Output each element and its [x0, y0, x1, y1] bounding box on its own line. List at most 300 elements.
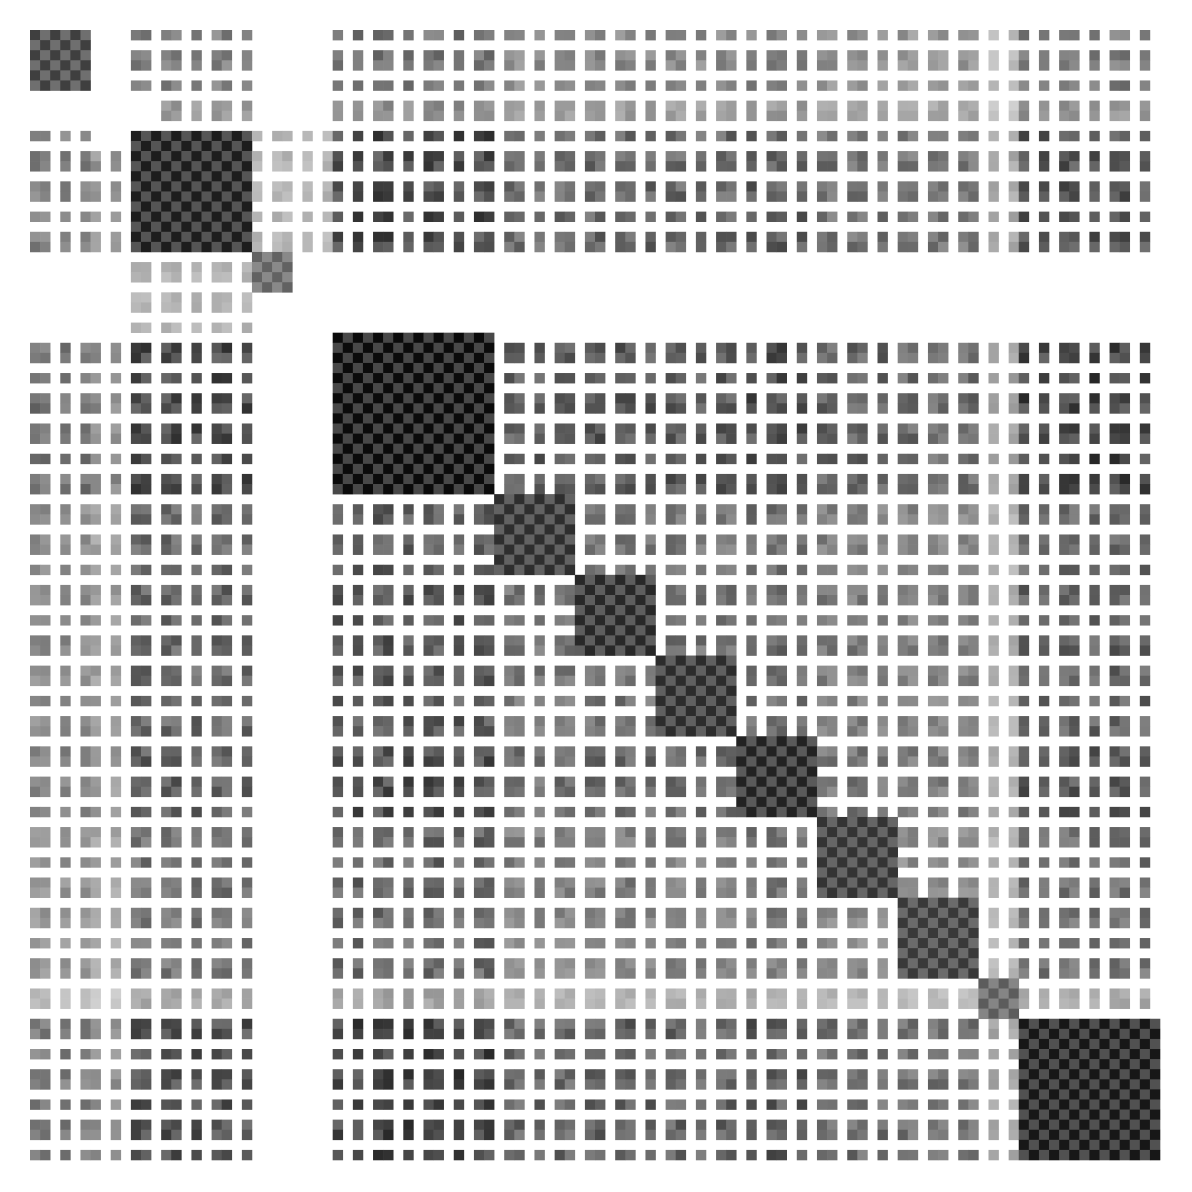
heatmap-cell	[696, 1049, 706, 1059]
heatmap-cell	[403, 111, 413, 121]
heatmap-cell	[383, 454, 393, 464]
heatmap-cell	[1089, 756, 1099, 766]
heatmap-cell	[141, 212, 151, 222]
heatmap-cell	[1140, 857, 1150, 867]
heatmap-cell	[1009, 938, 1019, 948]
heatmap-cell	[676, 353, 686, 363]
heatmap-cell	[212, 222, 222, 232]
heatmap-cell	[171, 423, 181, 433]
heatmap-cell	[726, 30, 736, 40]
heatmap-cell	[1120, 343, 1130, 353]
heatmap-cell	[575, 585, 585, 595]
heatmap-cell	[423, 666, 433, 676]
heatmap-cell	[161, 212, 171, 222]
heatmap-cell	[545, 504, 555, 514]
heatmap-cell	[928, 212, 938, 222]
heatmap-cell	[1059, 60, 1069, 70]
heatmap-cell	[827, 545, 837, 555]
heatmap-cell	[131, 585, 141, 595]
heatmap-cell	[111, 585, 121, 595]
heatmap-cell	[393, 484, 403, 494]
heatmap-cell	[615, 777, 625, 787]
heatmap-cell	[746, 232, 756, 242]
heatmap-cell	[615, 666, 625, 676]
heatmap-cell	[1089, 514, 1099, 524]
heatmap-cell	[615, 999, 625, 1009]
heatmap-cell	[131, 807, 141, 817]
heatmap-cell	[383, 232, 393, 242]
heatmap-cell	[171, 484, 181, 494]
heatmap-cell	[595, 80, 605, 90]
heatmap-cell	[161, 504, 171, 514]
heatmap-cell	[615, 534, 625, 544]
heatmap-cell	[676, 181, 686, 191]
heatmap-cell	[91, 232, 101, 242]
heatmap-cell	[878, 696, 888, 706]
heatmap-cell	[403, 80, 413, 90]
heatmap-cell	[373, 393, 383, 403]
heatmap-cell	[353, 343, 363, 353]
heatmap-cell	[777, 635, 787, 645]
heatmap-cell	[60, 353, 70, 363]
heatmap-cell	[1140, 595, 1150, 605]
heatmap-cell	[756, 777, 766, 787]
heatmap-cell	[423, 353, 433, 363]
heatmap-cell	[716, 101, 726, 111]
heatmap-cell	[615, 131, 625, 141]
heatmap-cell	[565, 1069, 575, 1079]
heatmap-cell	[171, 1150, 181, 1160]
heatmap-cell	[908, 545, 918, 555]
heatmap-cell	[857, 353, 867, 363]
heatmap-cell	[555, 343, 565, 353]
heatmap-cell	[191, 242, 201, 252]
heatmap-cell	[767, 615, 777, 625]
heatmap-cell	[928, 504, 938, 514]
heatmap-cell	[141, 141, 151, 151]
heatmap-cell	[534, 151, 544, 161]
heatmap-cell	[1039, 908, 1049, 918]
heatmap-cell	[413, 353, 423, 363]
heatmap-cell	[1039, 1029, 1049, 1039]
heatmap-cell	[494, 494, 504, 504]
heatmap-cell	[1140, 635, 1150, 645]
heatmap-cell	[131, 746, 141, 756]
heatmap-cell	[938, 645, 948, 655]
heatmap-cell	[232, 222, 242, 232]
heatmap-cell	[676, 716, 686, 726]
heatmap-cell	[716, 878, 726, 888]
heatmap-cell	[1039, 60, 1049, 70]
heatmap-cell	[30, 50, 40, 60]
heatmap-cell	[60, 1049, 70, 1059]
heatmap-cell	[484, 1079, 494, 1089]
heatmap-cell	[191, 787, 201, 797]
heatmap-cell	[161, 151, 171, 161]
heatmap-cell	[474, 212, 484, 222]
heatmap-cell	[262, 272, 272, 282]
heatmap-cell	[938, 242, 948, 252]
heatmap-cell	[857, 1099, 867, 1109]
heatmap-cell	[726, 534, 736, 544]
heatmap-cell	[423, 464, 433, 474]
heatmap-cell	[504, 555, 514, 565]
heatmap-cell	[343, 423, 353, 433]
heatmap-cell	[1110, 373, 1120, 383]
heatmap-cell	[403, 696, 413, 706]
heatmap-cell	[1019, 988, 1029, 998]
heatmap-cell	[767, 918, 777, 928]
heatmap-cell	[282, 282, 292, 292]
heatmap-cell	[1059, 1089, 1069, 1099]
heatmap-cell	[847, 666, 857, 676]
heatmap-cell	[171, 787, 181, 797]
heatmap-cell	[373, 837, 383, 847]
heatmap-cell	[40, 565, 50, 575]
heatmap-cell	[666, 1029, 676, 1039]
heatmap-cell	[817, 827, 827, 837]
heatmap-cell	[171, 1029, 181, 1039]
heatmap-cell	[968, 878, 978, 888]
heatmap-cell	[565, 857, 575, 867]
heatmap-cell	[141, 726, 151, 736]
heatmap-cell	[555, 918, 565, 928]
heatmap-cell	[80, 212, 90, 222]
heatmap-cell	[423, 908, 433, 918]
heatmap-cell	[696, 534, 706, 544]
heatmap-cell	[403, 807, 413, 817]
heatmap-cell	[666, 1079, 676, 1089]
heatmap-cell	[625, 756, 635, 766]
heatmap-cell	[1049, 1110, 1059, 1120]
heatmap-cell	[80, 968, 90, 978]
heatmap-cell	[676, 696, 686, 706]
heatmap-cell	[60, 60, 70, 70]
heatmap-cell	[817, 353, 827, 363]
heatmap-cell	[30, 423, 40, 433]
heatmap-cell	[908, 50, 918, 60]
heatmap-cell	[30, 908, 40, 918]
heatmap-cell	[141, 1150, 151, 1160]
heatmap-cell	[1059, 1110, 1069, 1120]
heatmap-cell	[1069, 938, 1079, 948]
heatmap-cell	[353, 212, 363, 222]
heatmap-cell	[1140, 908, 1150, 918]
heatmap-cell	[212, 423, 222, 433]
heatmap-cell	[302, 212, 312, 222]
heatmap-cell	[595, 615, 605, 625]
heatmap-cell	[40, 1130, 50, 1140]
heatmap-cell	[1110, 1099, 1120, 1109]
heatmap-cell	[383, 878, 393, 888]
heatmap-cell	[565, 888, 575, 898]
heatmap-cell	[898, 615, 908, 625]
heatmap-cell	[878, 888, 888, 898]
heatmap-cell	[1069, 504, 1079, 514]
heatmap-cell	[1140, 888, 1150, 898]
heatmap-cell	[625, 111, 635, 121]
heatmap-cell	[726, 393, 736, 403]
heatmap-cell	[565, 787, 575, 797]
heatmap-cell	[817, 1079, 827, 1089]
heatmap-cell	[191, 999, 201, 1009]
heatmap-cell	[1140, 615, 1150, 625]
heatmap-cell	[434, 534, 444, 544]
heatmap-cell	[1140, 1059, 1150, 1069]
heatmap-cell	[726, 545, 736, 555]
heatmap-cell	[857, 827, 867, 837]
heatmap-cell	[625, 373, 635, 383]
heatmap-cell	[716, 504, 726, 514]
heatmap-cell	[565, 1150, 575, 1160]
heatmap-cell	[958, 504, 968, 514]
heatmap-cell	[968, 958, 978, 968]
heatmap-cell	[222, 938, 232, 948]
heatmap-cell	[504, 1130, 514, 1140]
heatmap-cell	[423, 827, 433, 837]
heatmap-cell	[212, 676, 222, 686]
heatmap-cell	[1069, 908, 1079, 918]
heatmap-cell	[1089, 968, 1099, 978]
heatmap-cell	[40, 454, 50, 464]
heatmap-cell	[696, 181, 706, 191]
heatmap-cell	[141, 777, 151, 787]
heatmap-cell	[514, 101, 524, 111]
heatmap-cell	[1120, 212, 1130, 222]
heatmap-cell	[60, 151, 70, 161]
heatmap-cell	[898, 373, 908, 383]
heatmap-cell	[666, 212, 676, 222]
heatmap-cell	[988, 666, 998, 676]
heatmap-cell	[1110, 716, 1120, 726]
heatmap-cell	[726, 908, 736, 918]
heatmap-cell	[726, 878, 736, 888]
heatmap-cell	[908, 746, 918, 756]
heatmap-cell	[595, 605, 605, 615]
heatmap-cell	[777, 484, 787, 494]
heatmap-cell	[141, 1069, 151, 1079]
heatmap-cell	[403, 635, 413, 645]
heatmap-cell	[908, 948, 918, 958]
heatmap-cell	[212, 807, 222, 817]
heatmap-cell	[111, 1150, 121, 1160]
heatmap-cell	[878, 988, 888, 998]
heatmap-cell	[595, 918, 605, 928]
heatmap-cell	[434, 444, 444, 454]
heatmap-cell	[968, 1150, 978, 1160]
heatmap-cell	[423, 857, 433, 867]
heatmap-cell	[1039, 423, 1049, 433]
heatmap-cell	[91, 534, 101, 544]
heatmap-cell	[676, 565, 686, 575]
heatmap-cell	[615, 1130, 625, 1140]
heatmap-cell	[1059, 585, 1069, 595]
heatmap-cell	[504, 101, 514, 111]
heatmap-cell	[978, 1009, 988, 1019]
heatmap-cell	[1110, 666, 1120, 676]
heatmap-cell	[666, 504, 676, 514]
heatmap-cell	[1019, 212, 1029, 222]
heatmap-cell	[645, 938, 655, 948]
heatmap-cell	[1130, 1110, 1140, 1120]
heatmap-cell	[817, 50, 827, 60]
heatmap-cell	[494, 514, 504, 524]
heatmap-cell	[666, 756, 676, 766]
heatmap-cell	[333, 676, 343, 686]
heatmap-cell	[111, 393, 121, 403]
heatmap-cell	[595, 888, 605, 898]
heatmap-cell	[625, 837, 635, 847]
heatmap-cell	[1089, 373, 1099, 383]
heatmap-cell	[1059, 1140, 1069, 1150]
heatmap-cell	[91, 1130, 101, 1140]
heatmap-cell	[171, 595, 181, 605]
heatmap-cell	[484, 363, 494, 373]
heatmap-cell	[141, 585, 151, 595]
heatmap-cell	[988, 534, 998, 544]
heatmap-cell	[161, 1079, 171, 1089]
heatmap-cell	[645, 484, 655, 494]
heatmap-cell	[191, 171, 201, 181]
heatmap-cell	[615, 585, 625, 595]
heatmap-cell	[958, 928, 968, 938]
heatmap-cell	[1019, 30, 1029, 40]
heatmap-cell	[968, 423, 978, 433]
heatmap-cell	[242, 857, 252, 867]
heatmap-cell	[222, 1029, 232, 1039]
heatmap-cell	[988, 565, 998, 575]
heatmap-cell	[948, 928, 958, 938]
heatmap-cell	[80, 50, 90, 60]
heatmap-cell	[1120, 545, 1130, 555]
heatmap-cell	[767, 212, 777, 222]
heatmap-cell	[91, 999, 101, 1009]
heatmap-cell	[141, 323, 151, 333]
heatmap-cell	[615, 373, 625, 383]
heatmap-cell	[161, 645, 171, 655]
heatmap-cell	[706, 706, 716, 716]
heatmap-cell	[161, 756, 171, 766]
heatmap-cell	[70, 50, 80, 60]
heatmap-cell	[514, 968, 524, 978]
heatmap-cell	[1110, 938, 1120, 948]
heatmap-cell	[212, 1079, 222, 1089]
heatmap-cell	[1029, 1079, 1039, 1089]
heatmap-cell	[504, 999, 514, 1009]
heatmap-cell	[454, 1029, 464, 1039]
heatmap-cell	[504, 60, 514, 70]
heatmap-cell	[928, 423, 938, 433]
heatmap-cell	[878, 847, 888, 857]
heatmap-cell	[726, 1019, 736, 1029]
heatmap-cell	[696, 999, 706, 1009]
heatmap-cell	[1120, 968, 1130, 978]
heatmap-cell	[434, 80, 444, 90]
heatmap-cell	[423, 363, 433, 373]
heatmap-cell	[111, 968, 121, 978]
heatmap-cell	[353, 161, 363, 171]
heatmap-cell	[242, 1049, 252, 1059]
heatmap-cell	[625, 888, 635, 898]
heatmap-cell	[171, 161, 181, 171]
heatmap-cell	[847, 373, 857, 383]
heatmap-cell	[1130, 1049, 1140, 1059]
heatmap-cell	[423, 232, 433, 242]
heatmap-cell	[1120, 988, 1130, 998]
heatmap-cell	[827, 857, 837, 867]
heatmap-cell	[161, 827, 171, 837]
heatmap-cell	[928, 948, 938, 958]
heatmap-cell	[514, 988, 524, 998]
heatmap-cell	[988, 393, 998, 403]
heatmap-cell	[383, 696, 393, 706]
heatmap-cell	[30, 545, 40, 555]
heatmap-cell	[191, 1150, 201, 1160]
heatmap-cell	[696, 1130, 706, 1140]
heatmap-cell	[777, 1150, 787, 1160]
heatmap-cell	[484, 1019, 494, 1029]
heatmap-cell	[1089, 1029, 1099, 1039]
heatmap-cell	[1110, 958, 1120, 968]
heatmap-cell	[131, 393, 141, 403]
heatmap-cell	[1089, 1019, 1099, 1029]
heatmap-cell	[746, 585, 756, 595]
heatmap-cell	[30, 676, 40, 686]
heatmap-cell	[534, 999, 544, 1009]
heatmap-cell	[666, 1069, 676, 1079]
heatmap-cell	[383, 80, 393, 90]
heatmap-cell	[1059, 131, 1069, 141]
heatmap-cell	[696, 968, 706, 978]
heatmap-cell	[898, 787, 908, 797]
heatmap-cell	[514, 1150, 524, 1160]
heatmap-cell	[1110, 726, 1120, 736]
heatmap-cell	[40, 40, 50, 50]
heatmap-cell	[222, 1120, 232, 1130]
heatmap-cell	[171, 434, 181, 444]
heatmap-cell	[504, 635, 514, 645]
heatmap-cell	[1089, 1110, 1099, 1120]
heatmap-cell	[212, 1130, 222, 1140]
heatmap-cell	[958, 565, 968, 575]
heatmap-cell	[423, 403, 433, 413]
heatmap-cell	[1019, 403, 1029, 413]
heatmap-cell	[242, 1150, 252, 1160]
heatmap-cell	[434, 464, 444, 474]
heatmap-cell	[1110, 1029, 1120, 1039]
heatmap-cell	[1120, 756, 1130, 766]
heatmap-cell	[504, 343, 514, 353]
heatmap-cell	[555, 434, 565, 444]
heatmap-cell	[716, 827, 726, 837]
heatmap-cell	[464, 454, 474, 464]
heatmap-cell	[817, 161, 827, 171]
heatmap-cell	[968, 393, 978, 403]
heatmap-cell	[151, 242, 161, 252]
heatmap-cell	[423, 938, 433, 948]
heatmap-cell	[373, 807, 383, 817]
heatmap-cell	[898, 635, 908, 645]
heatmap-cell	[585, 454, 595, 464]
heatmap-cell	[30, 787, 40, 797]
heatmap-cell	[625, 80, 635, 90]
heatmap-cell	[141, 666, 151, 676]
heatmap-cell	[928, 615, 938, 625]
heatmap-cell	[514, 514, 524, 524]
heatmap-cell	[423, 393, 433, 403]
heatmap-cell	[716, 454, 726, 464]
heatmap-cell	[534, 787, 544, 797]
